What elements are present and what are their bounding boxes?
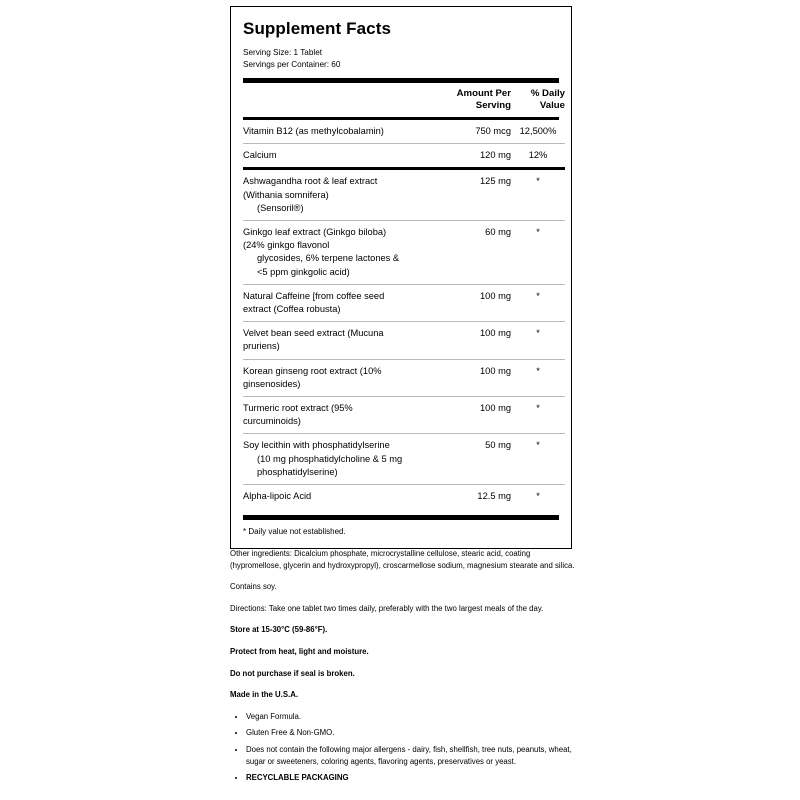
protect-text: Protect from heat, light and moisture. [230,646,369,656]
ingredient-row [243,285,565,321]
ingredient-name-line: Calcium [243,150,277,161]
claim-bullet: • Vegan Formula. [246,711,575,723]
ingredient-daily-value: * [536,491,540,502]
ingredient-name-line: (24% ginkgo flavonol [243,240,330,251]
ingredient-name [243,434,439,484]
directions-text: Directions: Take one tablet two times daily, preferably with the two largest meals of the day. [230,603,544,613]
header-amount-per-serving [439,83,511,117]
claim-bullet: • Does not contain the following major allergens - dairy, fish, shellfish, tree nuts, peanuts, wheat, sugar or sweeteners, coloring agents, flavoring agents, preservatives or yeast. [246,744,575,767]
ingredient-name-line: extract (Coffea robusta) [243,304,341,315]
ingredient-name-line: Turmeric root extract (95% [243,403,353,414]
ingredient-name-line: phosphatidylserine) [257,466,338,477]
ingredient-daily-value: * [536,403,540,414]
header-amount-line1: Amount Per [456,88,511,99]
ingredient-amount: 100 mg [479,328,511,339]
claim-bullet: • Gluten Free & Non-GMO. [246,727,575,739]
supplement-facts-panel [230,6,572,549]
ingredient-name-line: (10 mg phosphatidylcholine & 5 mg [257,453,403,464]
ingredient-row [243,322,565,358]
ingredient-name-line: Ginkgo leaf extract (Ginkgo biloba) [243,227,387,238]
made-in-text: Made in the U.S.A. [230,690,299,700]
header-amount-line2: Serving [475,100,511,111]
ingredient-name-line: Korean ginseng root extract (10% [243,365,382,376]
claims-bullet-list [230,711,575,784]
ingredient-name [243,322,439,358]
ingredient-name [243,485,439,508]
ingredient-amount: 50 mg [485,440,511,451]
ingredient-daily-value: * [536,365,540,376]
ingredient-name [243,170,439,220]
ingredient-amount: 100 mg [479,290,511,301]
ingredient-daily-value: 12% [528,150,548,161]
ingredient-daily-value: * [536,440,540,451]
other-ingredients-text: Other ingredients: Dicalcium phosphate, microcrystalline cellulose, stearic acid, coating (hypromellose, glycerin and hydroxypropyl), croscarmellose sodium, magnesium stearate and silica. [230,549,575,570]
ingredient-name-line: Ashwagandha root & leaf extract [243,176,378,187]
header-spacer [243,83,439,117]
ingredient-daily-value: 12,500% [519,126,557,136]
daily-value-footnote: * Daily value not established. [243,527,346,537]
ingredient-amount: 100 mg [479,365,511,376]
ingredient-daily-value: * [536,328,540,339]
ingredient-name-line: curcuminoids) [243,416,301,427]
ingredient-row [243,221,565,284]
panel-title: Supplement Facts [243,19,392,38]
serving-size-text: Serving Size: 1 Tablet [243,48,323,57]
header-dv-line1: % Daily [530,88,565,99]
ingredient-name [243,285,439,321]
header-daily-value [511,83,565,117]
ingredient-name-line: Natural Caffeine [from coffee seed [243,290,385,301]
ingredient-daily-value: * [536,176,540,187]
ingredient-row [243,144,565,167]
ingredient-row [243,397,565,433]
ingredient-name-line: <5 ppm ginkgolic acid) [257,266,350,277]
ingredient-name [243,360,439,396]
storage-text: Store at 15-30°C (59-86°F). [230,625,328,635]
column-header-row [243,83,565,117]
ingredient-amount: 750 mcg [475,126,511,136]
ingredient-row [243,360,565,396]
ingredient-name [243,120,439,143]
ingredient-name-line: Velvet bean seed extract (Mucuna [243,328,384,339]
ingredient-name [243,144,439,167]
nutrition-table [243,120,565,508]
ingredient-daily-value: * [536,290,540,301]
ingredient-daily-value: * [536,227,540,238]
ingredient-row [243,120,565,143]
ingredient-amount: 120 mg [479,150,511,161]
ingredient-name-line: ginsenosides) [243,378,301,389]
label-copy [230,548,575,789]
ingredient-name-line: (Withania somnifera) [243,189,329,200]
ingredient-row [243,485,565,508]
ingredient-amount: 12.5 mg [477,491,511,502]
ingredient-name-line: pruriens) [243,341,280,352]
header-dv-line2: Value [539,100,565,111]
ingredient-amount: 125 mg [479,176,511,187]
ingredient-name-line: glycosides, 6% terpene lactones & [257,253,400,264]
ingredient-name-line: Soy lecithin with phosphatidylserine [243,440,390,451]
ingredient-name-line: Alpha-lipoic Acid [243,491,312,502]
servings-per-container-text: Servings per Container: 60 [243,60,341,69]
ingredient-row [243,170,565,220]
contains-allergen-text: Contains soy. [230,582,277,592]
ingredient-amount: 60 mg [485,227,511,238]
nutrition-header-table [243,83,565,117]
ingredient-amount: 100 mg [479,403,511,414]
ingredient-name [243,221,439,284]
ingredient-name-line: Vitamin B12 (as methylcobalamin) [243,126,384,136]
ingredient-row [243,434,565,484]
seal-warning-text: Do not purchase if seal is broken. [230,668,355,678]
ingredient-name [243,397,439,433]
rule-thick-bottom [243,515,559,520]
ingredient-name-line: (Sensoril®) [257,202,304,213]
claim-bullet: • RECYCLABLE PACKAGING [246,772,575,784]
